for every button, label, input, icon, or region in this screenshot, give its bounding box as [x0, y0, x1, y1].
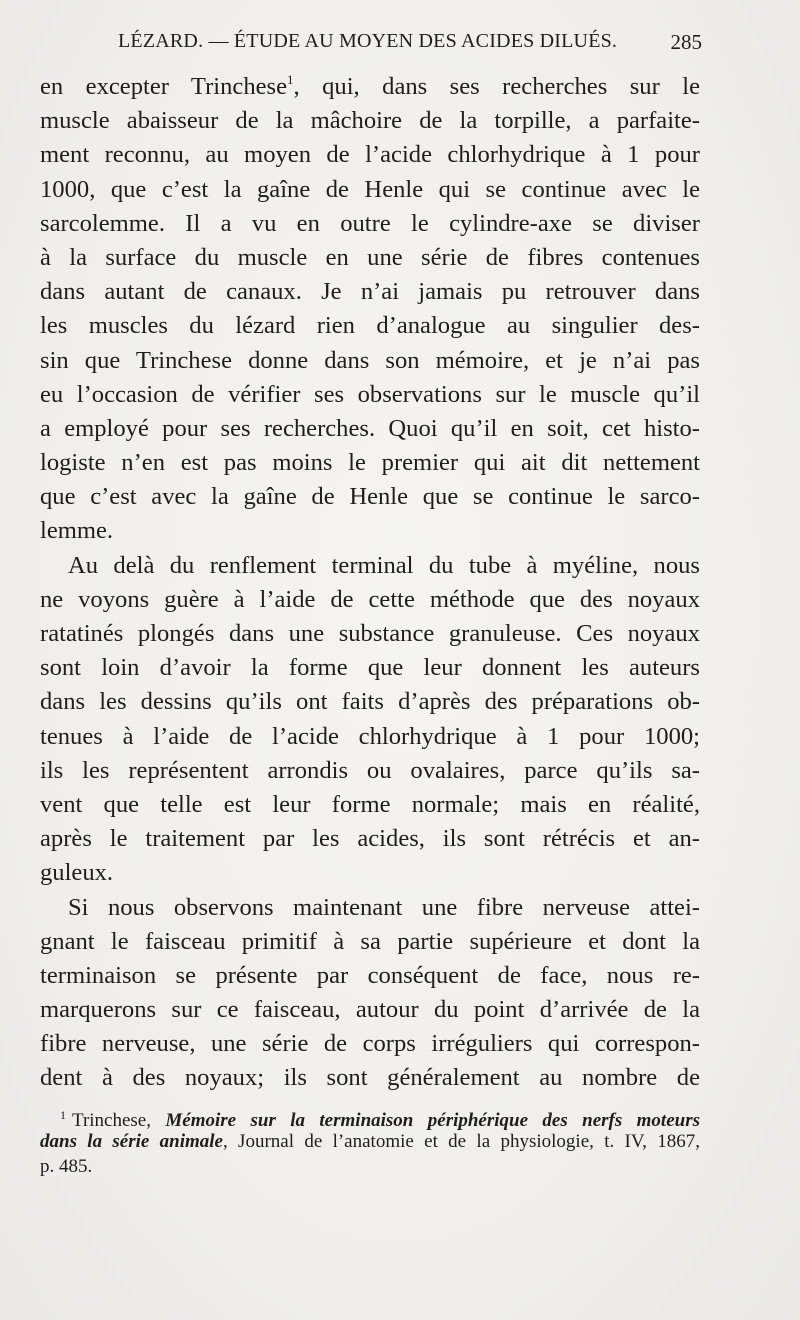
text-line: ment reconnu, au moyen de l’acide chlorhydrique à 1 pour: [40, 141, 700, 169]
footnote-line: dans la série animale, Journal de l’anatomie et de la physiologie, t. IV, 1867,: [40, 1130, 700, 1152]
text-line: 1000, que c’est la gaîne de Henle qui se continue avec le: [40, 175, 700, 203]
text-line: après le traitement par les acides, ils sont rétrécis et an-: [40, 825, 700, 853]
footnote: [40, 1103, 700, 1180]
running-head: LÉZARD. — ÉTUDE AU MOYEN DES ACIDES DILUÉS.: [118, 30, 618, 52]
text-line: eu l’occasion de vérifier ses observations sur le muscle qu’il: [40, 380, 700, 408]
text-line: dent à des noyaux; ils sont généralement au nombre de: [40, 1064, 700, 1092]
text-line: dans autant de canaux. Je n’ai jamais pu retrouver dans: [40, 278, 700, 306]
text-line: sarcolemme. Il a vu en outre le cylindre-axe se diviser: [40, 209, 700, 237]
footnote-marker: 1: [60, 1108, 66, 1122]
footnote-reference: 1: [287, 72, 294, 87]
footnote-line: p. 485.: [40, 1156, 93, 1177]
text-line: marquerons sur ce faisceau, autour du point d’arrivée de la: [40, 996, 700, 1024]
text-line: muscle abaisseur de la mâchoire de la torpille, a parfaite-: [40, 107, 700, 135]
text-line: logiste n’en est pas moins le premier qui ait dit nettement: [40, 449, 700, 477]
text-line: tenues à l’aide de l’acide chlorhydrique à 1 pour 1000;: [40, 722, 700, 750]
text-line: guleux.: [40, 859, 114, 887]
text-line: les muscles du lézard rien d’analogue au singulier des-: [40, 312, 700, 340]
text-line: sin que Trinchese donne dans son mémoire, et je n’ai pas: [40, 346, 700, 374]
text-line: que c’est avec la gaîne de Henle que se continue le sarco-: [40, 483, 700, 511]
text-line: dans les dessins qu’ils ont faits d’après des préparations ob-: [40, 688, 700, 716]
text-line: vent que telle est leur forme normale; mais en réalité,: [40, 790, 700, 818]
text-line: Si nous observons maintenant une fibre nerveuse attei-: [68, 893, 700, 921]
text-line: ils les représentent arrondis ou ovalaires, parce qu’ils sa-: [40, 756, 700, 784]
page-header: [40, 30, 700, 60]
text-line: sont loin d’avoir la forme que leur donnent les auteurs: [40, 654, 700, 682]
text-line: en excepter Trinchese$^1$, qui, dans ses recherches sur le: [40, 72, 700, 100]
text-line: a employé pour ses recherches. Quoi qu’il en soit, cet histo-: [40, 414, 700, 442]
text-line: lemme.: [40, 517, 114, 545]
footnote-line: $^1$ Trinchese, Mémoire sur la terminaison périphérique des nerfs moteurs: [60, 1108, 700, 1131]
text-line: fibre nerveuse, une série de corps irréguliers qui correspon-: [40, 1030, 700, 1058]
text-line: Au delà du renflement terminal du tube à myéline, nous: [68, 551, 700, 579]
text-line: terminaison se présente par conséquent de face, nous re-: [40, 961, 700, 989]
body-text: [40, 70, 700, 1096]
text-line: ratatinés plongés dans une substance granuleuse. Ces noyaux: [40, 620, 700, 647]
text-line: gnant le faisceau primitif à sa partie supérieure et dont la: [40, 927, 700, 955]
text-line: ne voyons guère à l’aide de cette méthode que des noyaux: [40, 585, 700, 613]
page-number: 285: [670, 30, 702, 54]
text-line: à la surface du muscle en une série de fibres contenues: [40, 243, 700, 271]
